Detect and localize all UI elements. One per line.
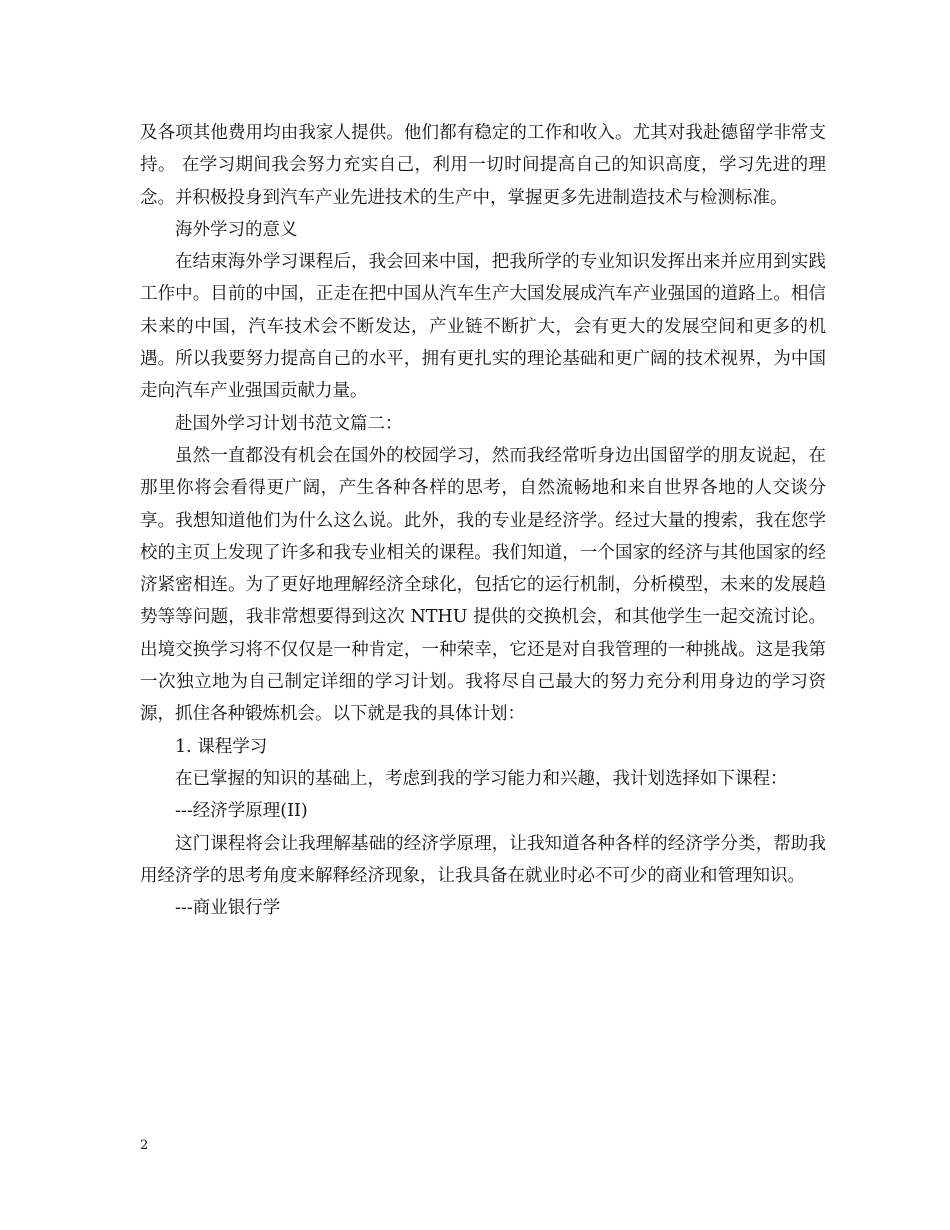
paragraph-course-selection: 在已掌握的知识的基础上，考虑到我的学习能力和兴趣，我计划选择如下课程： — [175, 768, 788, 789]
list-item-course-study: 1. 课程学习 — [175, 736, 268, 757]
paragraph-exchange-motivation: 虽然一直都没有机会在国外的校园学习，然而我经常听身边出国留学的朋友说起，在那里你将会看得更广阔，产生各种各样的思考，自然流畅地和来自世界各地的人交谈分享。我想知道他们为什么这么说。此外，我的专业是经济学。经过大量的搜索，我在您学校的主页上发现了许多和我专业相关的课程。我们知道，一个国家的经济与其他国家的经济紧密相连。为了更好地理解经济全球化，包括它的运行机制，分析模型，未来的发展趋势等等问题，我非常想要得到这次 NTHU 提供的交换机会，和其他学生一起交流讨论。出境交换学习将不仅仅是一种肯定，一种荣幸，它还是对自我管理的一种挑战。这是我第一次独立地为自己制定详细的学习计划。我将尽自己最大的努力充分利用身边的学习资源，抓住各种锻炼机会。以下就是我的具体计划： — [140, 445, 826, 725]
heading-sample-two: 赴国外学习计划书范文篇二： — [175, 413, 403, 434]
course-commercial-banking: ---商业银行学 — [175, 898, 281, 919]
paragraph-funding: 及各项其他费用均由我家人提供。他们都有稳定的工作和收入。尤其对我赴德留学非常支持。 在学习期间我会努力充实自己，利用一切时间提高自己的知识高度，学习先进的理念。并积极投身到汽车产业先进技术的生产中，掌握更多先进制造技术与检测标准。 — [140, 123, 826, 208]
document-body — [140, 117, 826, 924]
paragraph-economics-description: 这门课程将会让我理解基础的经济学原理，让我知道各种各样的经济学分类，帮助我用经济学的思考角度来解释经济现象，让我具备在就业时必不可少的商业和管理知识。 — [140, 833, 826, 886]
heading-overseas-study-meaning: 海外学习的意义 — [175, 219, 298, 240]
paragraph-overseas-study-meaning: 在结束海外学习课程后，我会回来中国，把我所学的专业知识发挥出来并应用到实践工作中。目前的中国，正走在把中国从汽车生产大国发展成汽车产业强国的道路上。相信未来的中国，汽车技术会不断发达，产业链不断扩大，会有更大的发展空间和更多的机遇。所以我要努力提高自己的水平，拥有更扎实的理论基础和更广阔的技术视界，为中国走向汽车产业强国贡献力量。 — [140, 252, 826, 402]
course-economics-principles: ---经济学原理(II) — [175, 801, 308, 822]
page-number: 2 — [140, 1138, 149, 1153]
